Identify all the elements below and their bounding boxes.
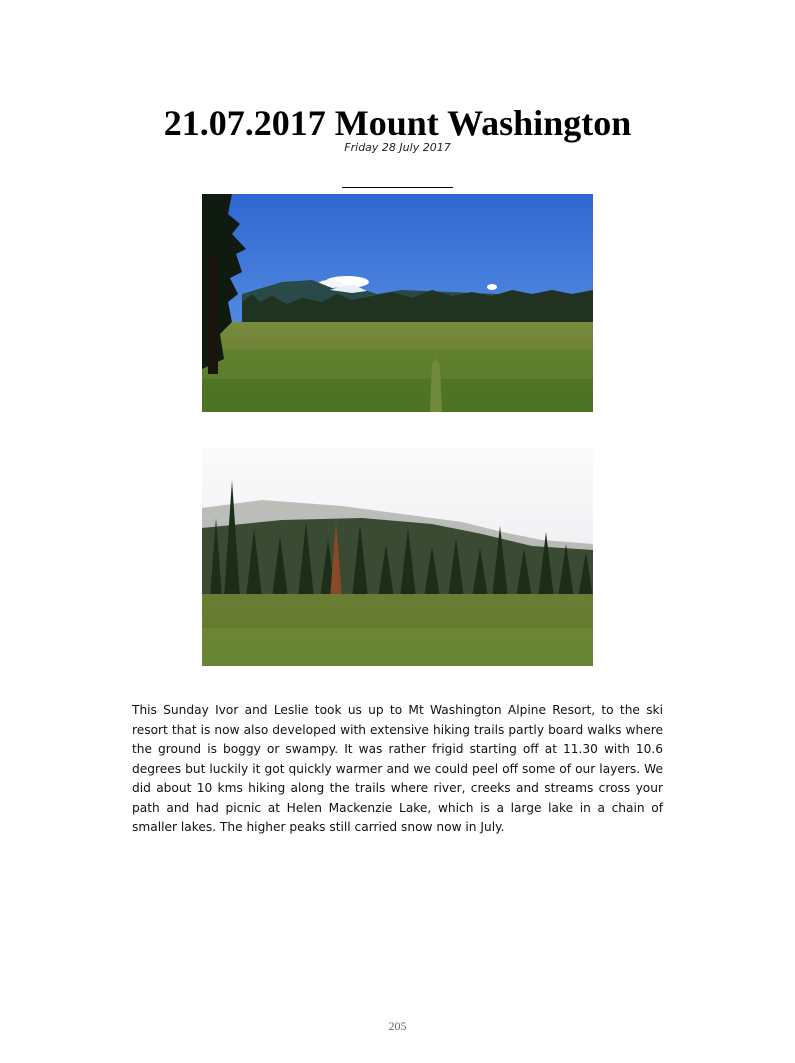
meadow-photo-sunny [202,194,593,412]
meadow-photo-overcast [202,448,593,666]
page-title: 21.07.2017 Mount Washington [163,103,632,143]
post-date: Friday 28 July 2017 [344,141,451,154]
page-number: 205 [388,1019,407,1033]
title-divider [342,187,453,188]
post-body: This Sunday Ivor and Leslie took us up to Mt Washington Alpine Resort, to the ski resort that is now also developed with extensive hiking trails partly board walks where the ground is boggy or swampy. It was rather frigid starting off at 11.30 with 10.6 degrees but luckily it got quickly warmer and we could peel off some of our layers. We did about 10 kms hiking along the trails where river, creeks and streams cross your path and had picnic at Helen Mackenzie Lake, which is a large lake in a chain of smaller lakes. The higher peaks still carried snow now in July. [132,703,663,834]
